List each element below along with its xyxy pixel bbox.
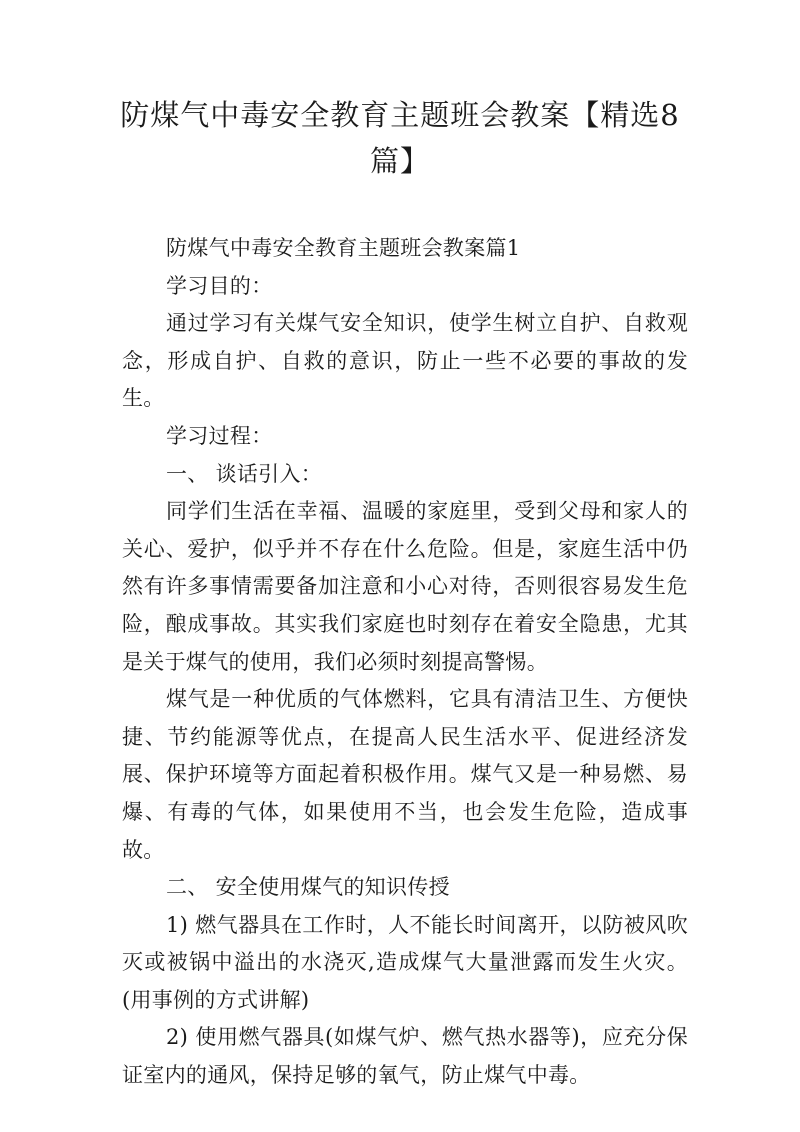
paragraph: 一、 谈话引入： (166, 461, 323, 486)
paragraph: 1) 燃气器具在工作时，人不能长时间离开，以防被风吹灭或被锅中溢出的水浇灭,造成煤气大量泄露而发生火灾。(用事例的方式讲解) (122, 912, 688, 1012)
paragraph: 2) 使用燃气器具(如煤气炉、燃气热水器等)，应充分保证室内的通风，保持足够的氧气，防止煤气中毒。 (122, 1025, 688, 1088)
paragraph: 学习目的： (166, 273, 273, 298)
document-body (122, 230, 688, 1095)
paragraph: 同学们生活在幸福、温暖的家庭里，受到父母和家人的关心、爱护，似乎并不存在什么危险。但是，家庭生活中仍然有许多事情需要备加注意和小心对待，否则很容易发生危险，酿成事故。其实我们家庭也时刻存在着安全隐患，尤其是关于煤气的使用，我们必须时刻提高警惕。 (122, 499, 688, 674)
document-title: 防煤气中毒安全教育主题班会教案【精选8篇】 (120, 98, 680, 178)
paragraph: 煤气是一种优质的气体燃料，它具有清洁卫生、方便快捷、节约能源等优点，在提高人民生活水平、促进经济发展、保护环境等方面起着积极作用。煤气又是一种易燃、易爆、有毒的气体，如果使用不当，也会发生危险，造成事故。 (122, 687, 688, 862)
paragraph: 二、 安全使用煤气的知识传授 (166, 875, 450, 900)
paragraph: 学习过程： (166, 423, 273, 448)
section-heading: 防煤气中毒安全教育主题班会教案篇1 (166, 236, 521, 260)
paragraph: 通过学习有关煤气安全知识，使学生树立自护、自救观念，形成自护、自救的意识，防止一些不必要的事故的发生。 (122, 311, 688, 411)
